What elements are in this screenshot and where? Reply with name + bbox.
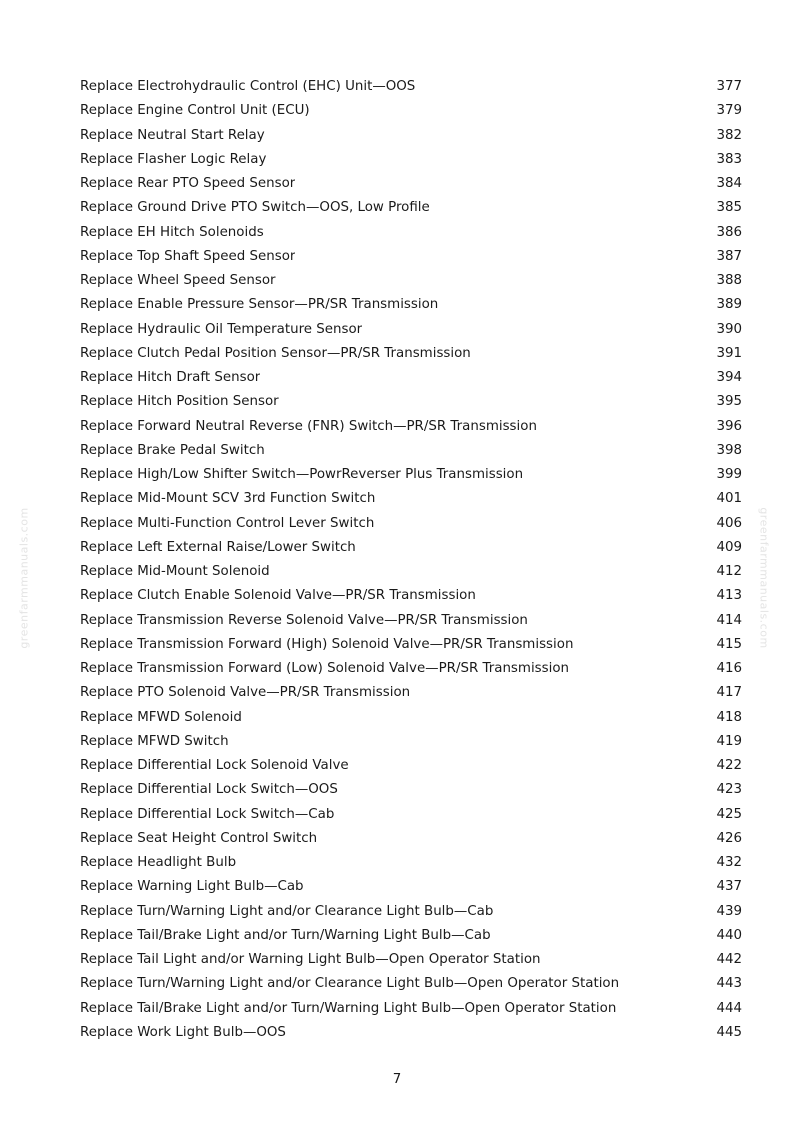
- toc-entry-page: 426: [716, 830, 742, 846]
- toc-entry-page: 440: [716, 927, 742, 943]
- toc-entry[interactable]: [80, 221, 742, 245]
- toc-entry-title: Replace Tail/Brake Light and/or Turn/Warning Light Bulb—Cab: [80, 927, 491, 943]
- toc-entry[interactable]: [80, 390, 742, 414]
- toc-entry[interactable]: [80, 609, 742, 633]
- toc-entry-page: 437: [716, 879, 742, 895]
- toc-entry[interactable]: [80, 851, 742, 875]
- toc-entry-title: Replace Clutch Pedal Position Sensor—PR/SR Transmission: [80, 345, 471, 361]
- toc-entry[interactable]: [80, 342, 742, 366]
- toc-entry-page: 415: [716, 636, 742, 652]
- toc-entry-page: 412: [716, 564, 742, 579]
- toc-entry[interactable]: [80, 124, 742, 148]
- toc-entry[interactable]: [80, 463, 742, 487]
- toc-entry[interactable]: [80, 948, 742, 972]
- toc-entry[interactable]: [80, 99, 742, 123]
- toc-entry-page: 384: [716, 176, 742, 191]
- toc-entry-page: 387: [716, 248, 742, 264]
- toc-entry-title: Replace Neutral Start Relay: [80, 127, 265, 143]
- toc-entry-title: Replace Enable Pressure Sensor—PR/SR Transmission: [80, 297, 439, 313]
- toc-entry-page: 442: [716, 952, 742, 967]
- toc-entry[interactable]: [80, 754, 742, 778]
- toc-entry-page: 377: [716, 79, 742, 94]
- toc-entry[interactable]: [80, 778, 742, 802]
- watermark-left: greenfarmmanuals.com: [17, 507, 31, 649]
- toc-entry-page: 382: [716, 127, 742, 143]
- toc-entry[interactable]: [80, 148, 742, 172]
- toc-entry[interactable]: [80, 366, 742, 390]
- toc-entry[interactable]: [80, 730, 742, 754]
- toc-entry-title: Replace Ground Drive PTO Switch—OOS, Low Profile: [80, 200, 430, 216]
- toc-entry-title: Replace Flasher Logic Relay: [80, 151, 267, 167]
- toc-entry-page: 385: [716, 200, 742, 216]
- toc-entry-page: 399: [716, 467, 742, 482]
- toc-entry[interactable]: [80, 681, 742, 705]
- toc-entry[interactable]: [80, 706, 742, 730]
- toc-entry-page: 443: [716, 976, 742, 992]
- toc-entry-page: 432: [716, 855, 742, 870]
- toc-entry[interactable]: [80, 293, 742, 317]
- toc-entry-page: 394: [716, 370, 742, 385]
- toc-entry-title: Replace Top Shaft Speed Sensor: [80, 248, 296, 264]
- toc-entry-page: 398: [716, 442, 742, 458]
- toc-entry-title: Replace Hydraulic Oil Temperature Sensor: [80, 321, 363, 337]
- toc-entry-title: Replace Mid-Mount SCV 3rd Function Switch: [80, 491, 376, 507]
- toc-entry[interactable]: [80, 536, 742, 560]
- toc-entry[interactable]: [80, 318, 742, 342]
- toc-entry-title: Replace Rear PTO Speed Sensor: [80, 176, 296, 191]
- toc-entry-page: 413: [716, 588, 742, 604]
- toc-entry-title: Replace Work Light Bulb—OOS: [80, 1024, 286, 1040]
- toc-entry-title: Replace MFWD Switch: [80, 733, 229, 749]
- toc-entry[interactable]: [80, 803, 742, 827]
- watermark-right: greenfarmmanuals.com: [757, 507, 771, 649]
- toc-entry-page: 444: [716, 1000, 742, 1016]
- toc-entry[interactable]: [80, 269, 742, 293]
- toc-entry-page: 395: [716, 394, 742, 410]
- toc-entry-page: 418: [716, 709, 742, 725]
- toc-entry-title: Replace Multi-Function Control Lever Switch: [80, 515, 375, 531]
- toc-entry-title: Replace High/Low Shifter Switch—PowrReverser Plus Transmission: [80, 467, 524, 482]
- toc-entry[interactable]: [80, 657, 742, 681]
- toc-entry[interactable]: [80, 75, 742, 99]
- toc-entry-title: Replace MFWD Solenoid: [80, 709, 242, 725]
- toc-entry-title: Replace Differential Lock Switch—Cab: [80, 806, 335, 822]
- toc-entry[interactable]: [80, 972, 742, 996]
- toc-entry-title: Replace Tail/Brake Light and/or Turn/Warning Light Bulb—Open Operator Station: [80, 1000, 617, 1016]
- toc-entry-page: 416: [716, 661, 742, 676]
- toc-entry[interactable]: [80, 172, 742, 196]
- toc-entry-page: 389: [716, 297, 742, 313]
- toc-entry-page: 425: [716, 806, 742, 822]
- toc-entry-title: Replace Transmission Forward (High) Solenoid Valve—PR/SR Transmission: [80, 636, 574, 652]
- toc-entry-title: Replace Clutch Enable Solenoid Valve—PR/SR Transmission: [80, 588, 476, 604]
- toc-entry-title: Replace Headlight Bulb: [80, 855, 237, 870]
- toc-entry-page: 445: [716, 1024, 742, 1040]
- toc-entry-page: 401: [716, 491, 742, 507]
- toc-entry-title: Replace Forward Neutral Reverse (FNR) Switch—PR/SR Transmission: [80, 418, 537, 434]
- toc-entry-title: Replace Turn/Warning Light and/or Clearance Light Bulb—Cab: [80, 903, 494, 919]
- toc-entry-title: Replace Mid-Mount Solenoid: [80, 564, 270, 579]
- toc-entry-page: 422: [716, 758, 742, 773]
- toc-entry-title: Replace Hitch Position Sensor: [80, 394, 279, 410]
- toc-entry-page: 409: [716, 539, 742, 555]
- toc-entry-title: Replace Wheel Speed Sensor: [80, 273, 276, 288]
- toc-entry[interactable]: [80, 487, 742, 511]
- toc-entry-page: 379: [716, 103, 742, 119]
- toc-entry-title: Replace Left External Raise/Lower Switch: [80, 539, 356, 555]
- toc-entry-page: 419: [716, 733, 742, 749]
- toc-entry[interactable]: [80, 584, 742, 608]
- toc-entry-title: Replace Engine Control Unit (ECU): [80, 103, 310, 119]
- toc-entry-title: Replace Brake Pedal Switch: [80, 442, 265, 458]
- toc-entry-title: Replace Warning Light Bulb—Cab: [80, 879, 304, 895]
- toc-entry-title: Replace Differential Lock Switch—OOS: [80, 782, 338, 798]
- toc-entry[interactable]: [80, 875, 742, 899]
- toc-entry-title: Replace Transmission Forward (Low) Solenoid Valve—PR/SR Transmission: [80, 661, 570, 676]
- toc-entry-title: Replace Seat Height Control Switch: [80, 830, 318, 846]
- toc-entry-title: Replace PTO Solenoid Valve—PR/SR Transmission: [80, 685, 411, 701]
- table-of-contents: [80, 75, 742, 1045]
- toc-entry-page: 396: [716, 418, 742, 434]
- toc-entry-title: Replace Transmission Reverse Solenoid Valve—PR/SR Transmission: [80, 612, 528, 628]
- toc-entry-page: 388: [716, 273, 742, 288]
- toc-entry-page: 386: [716, 224, 742, 240]
- page-number: 7: [392, 1072, 402, 1087]
- toc-entry[interactable]: [80, 633, 742, 657]
- toc-entry-page: 406: [716, 515, 742, 531]
- toc-entry[interactable]: [80, 415, 742, 439]
- toc-entry-title: Replace Tail Light and/or Warning Light Bulb—Open Operator Station: [80, 952, 541, 967]
- toc-entry[interactable]: [80, 1021, 742, 1045]
- toc-entry-title: Replace EH Hitch Solenoids: [80, 224, 264, 240]
- toc-entry-page: 391: [716, 345, 742, 361]
- toc-entry-page: 439: [716, 903, 742, 919]
- toc-entry-page: 390: [716, 321, 742, 337]
- toc-entry-title: Replace Electrohydraulic Control (EHC) Unit—OOS: [80, 79, 416, 94]
- toc-entry-title: Replace Turn/Warning Light and/or Clearance Light Bulb—Open Operator Station: [80, 976, 620, 992]
- toc-entry[interactable]: [80, 245, 742, 269]
- toc-entry[interactable]: [80, 997, 742, 1021]
- toc-entry[interactable]: [80, 900, 742, 924]
- toc-entry[interactable]: [80, 560, 742, 584]
- toc-entry[interactable]: [80, 196, 742, 220]
- toc-entry-title: Replace Hitch Draft Sensor: [80, 370, 261, 385]
- toc-entry-page: 417: [716, 685, 742, 701]
- toc-entry-page: 383: [716, 151, 742, 167]
- toc-entry-title: Replace Differential Lock Solenoid Valve: [80, 758, 349, 773]
- toc-entry[interactable]: [80, 827, 742, 851]
- toc-entry-page: 414: [716, 612, 742, 628]
- toc-entry-page: 423: [716, 782, 742, 798]
- toc-entry[interactable]: [80, 439, 742, 463]
- toc-entry[interactable]: [80, 924, 742, 948]
- toc-entry[interactable]: [80, 512, 742, 536]
